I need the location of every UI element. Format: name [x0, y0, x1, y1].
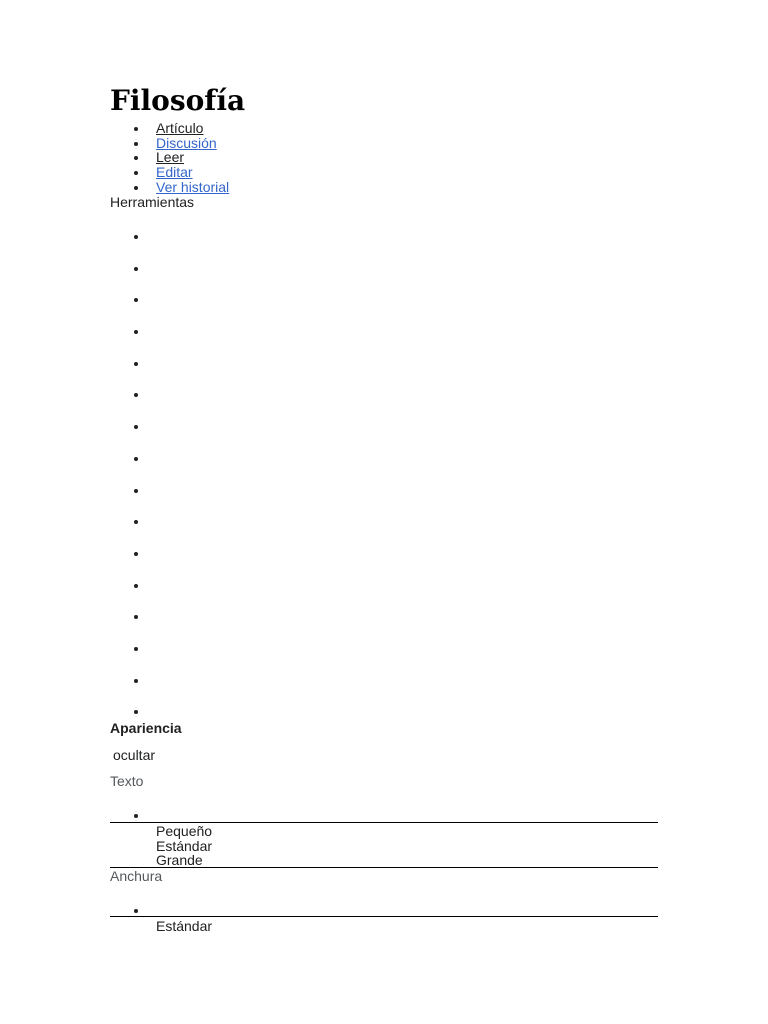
tab-edit-item — [156, 164, 229, 179]
text-size-bullet — [156, 807, 160, 821]
appearance-heading: Apariencia — [110, 720, 182, 736]
width-bullet — [156, 902, 160, 916]
divider — [110, 867, 658, 868]
text-size-option-large[interactable]: Grande — [156, 852, 203, 868]
tab-article[interactable]: Artículo — [156, 120, 204, 136]
tab-article-item — [156, 120, 229, 135]
width-option-standard[interactable]: Estándar — [156, 918, 213, 934]
tab-discussion[interactable]: Discusión — [156, 134, 217, 151]
tab-history-item — [156, 179, 229, 194]
text-size-label: Texto — [110, 773, 144, 789]
text-size-option-standard[interactable]: Estándar — [156, 838, 213, 854]
tab-discussion-item — [156, 135, 229, 150]
divider — [110, 916, 658, 917]
tab-edit[interactable]: Editar — [156, 164, 193, 181]
tab-read-item — [156, 149, 229, 164]
hide-appearance-button[interactable]: ocultar — [113, 747, 156, 763]
tools-heading[interactable]: Herramientas — [110, 194, 195, 210]
tab-read[interactable]: Leer — [156, 149, 185, 166]
page-tabs — [156, 120, 229, 193]
page-title: Filosofía — [110, 84, 246, 117]
text-size-option-small[interactable]: Pequeño — [156, 823, 213, 839]
width-label: Anchura — [110, 868, 163, 884]
tab-history[interactable]: Ver historial — [156, 178, 230, 195]
